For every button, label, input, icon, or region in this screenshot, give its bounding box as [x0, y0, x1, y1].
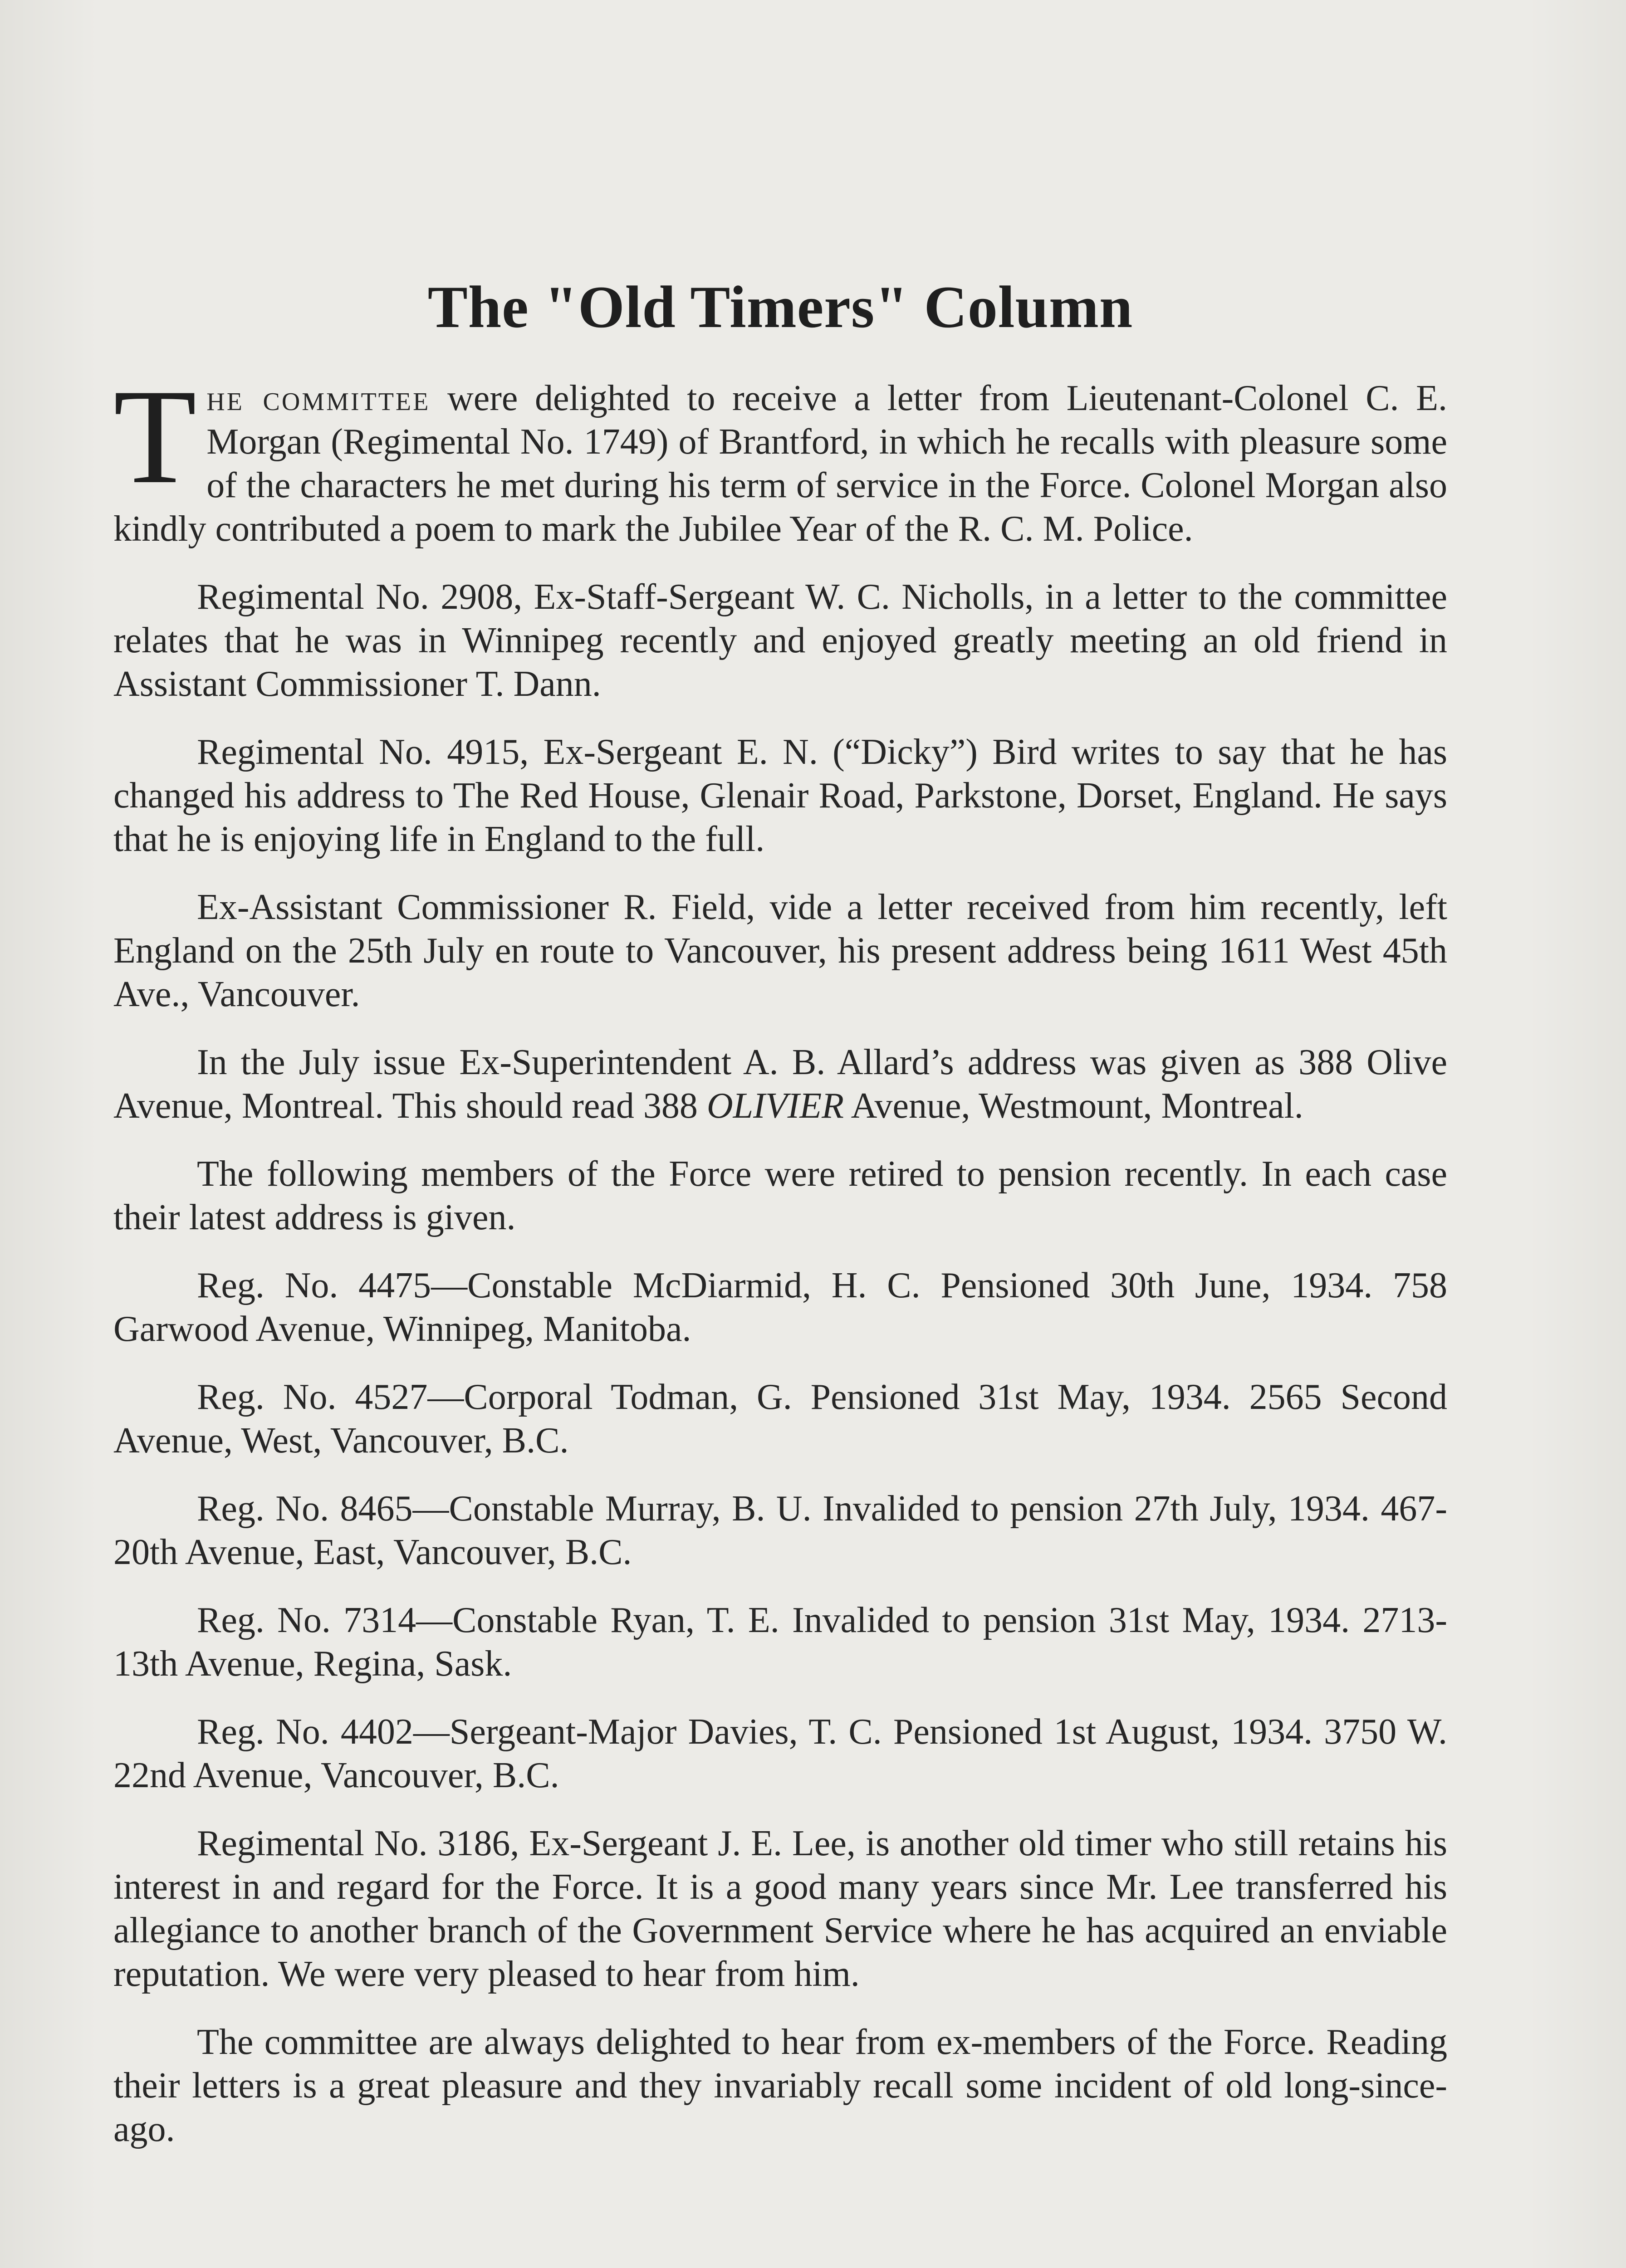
intro-text: were delighted to receive a letter from Lieutenant-Colonel C. E. Morgan (Regimental No. 1749) of Brantford, in which he recalls with pleasure some of the characters he met during his term of service in the Force. Colonel Morgan also kindly contributed a poem to mark the Jubilee Year of the R. C. M. Police.	[113, 378, 1447, 549]
list-item-murray: Reg. No. 8465—Constable Murray, B. U. Invalided to pension 27th July, 1934. 467-20th Avenue, East, Vancouver, B.C.	[113, 1489, 1447, 1572]
allard-text-before: In the July issue Ex-Superintendent A. B. Allard’s address was given as 388 Olive Avenue, Montreal. This should read 388	[113, 1042, 1447, 1126]
intro-smallcaps: he committee	[206, 378, 431, 418]
allard-italic: OLIVIER	[706, 1086, 844, 1126]
article-title: The "Old Timers" Column	[427, 274, 1133, 340]
paragraph-retired-intro: The following members of the Force were retired to pension recently. In each case their latest address is given.	[113, 1154, 1447, 1237]
paragraph-lee: Regimental No. 3186, Ex-Sergeant J. E. Lee, is another old timer who still retains his interest in and regard for the Force. It is a good many years since Mr. Lee transferred his allegiance to another branch of the Government Service where he has acquired an enviable reputation. We were very pleased to hear from him.	[113, 1823, 1447, 1994]
list-item-ryan: Reg. No. 7314—Constable Ryan, T. E. Invalided to pension 31st May, 1934. 2713-13th Avenue, Regina, Sask.	[113, 1600, 1447, 1684]
allard-text-after: Avenue, Westmount, Montreal.	[844, 1086, 1303, 1126]
intro-paragraph	[113, 361, 1447, 551]
paragraph-bird: Regimental No. 4915, Ex-Sergeant E. N. (“Dicky”) Bird writes to say that he has changed his address to The Red House, Glenair Road, Parkstone, Dorset, England. He says that he is enjoying life in England to the full.	[113, 732, 1447, 859]
paragraph-nicholls: Regimental No. 2908, Ex-Staff-Sergeant W. C. Nicholls, in a letter to the committee relates that he was in Winnipeg recently and enjoyed greatly meeting an old friend in Assistant Commissioner T. Dann.	[113, 577, 1447, 704]
article-body	[113, 361, 1447, 2175]
paragraph-closing: The committee are always delighted to hear from ex-members of the Force. Reading their letters is a great pleasure and they invariably recall some incident of old long-since-ago.	[113, 2022, 1447, 2149]
paragraph-field: Ex-Assistant Commissioner R. Field, vide a letter received from him recently, left England on the 25th July en route to Vancouver, his present address being 1611 West 45th Ave., Vancouver.	[113, 887, 1447, 1014]
list-item-davies: Reg. No. 4402—Sergeant-Major Davies, T. C. Pensioned 1st August, 1934. 3750 W. 22nd Avenue, Vancouver, B.C.	[113, 1712, 1447, 1795]
paragraph-allard	[113, 1041, 1447, 1128]
list-item-mcdiarmid: Reg. No. 4475—Constable McDiarmid, H. C. Pensioned 30th June, 1934. 758 Garwood Avenue, Winnipeg, Manitoba.	[113, 1266, 1447, 1349]
list-item-todman: Reg. No. 4527—Corporal Todman, G. Pensioned 31st May, 1934. 2565 Second Avenue, West, Vancouver, B.C.	[113, 1377, 1447, 1461]
drop-cap: T	[113, 361, 197, 512]
